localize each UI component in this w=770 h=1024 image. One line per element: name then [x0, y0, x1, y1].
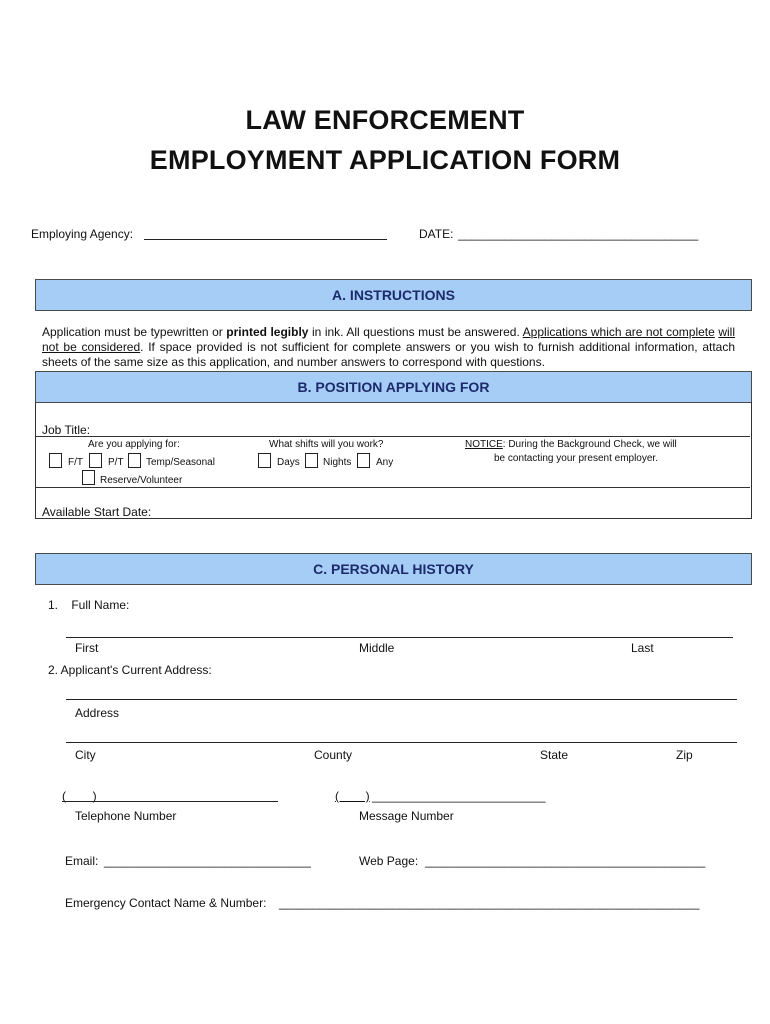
- instructions-part: in ink. All questions must be answered.: [308, 325, 523, 339]
- county-label: County: [314, 748, 353, 762]
- nights-checkbox[interactable]: [305, 453, 318, 468]
- instructions-part: . If space provided is not sufficient for complete answers or you wish to furnish additional information, attach sheets of the same size as this application, and number answers to correspond with questions.: [42, 340, 736, 369]
- city-county-state-zip-field[interactable]: [66, 742, 737, 743]
- state-label: State: [540, 748, 569, 762]
- temp-seasonal-checkbox[interactable]: [128, 453, 141, 468]
- webpage-field[interactable]: __________________________________________: [425, 854, 706, 868]
- first-name-label: First: [75, 641, 99, 655]
- address-field[interactable]: [66, 699, 737, 700]
- section-c-heading: C. PERSONAL HISTORY: [35, 553, 752, 585]
- emergency-contact-label: Emergency Contact Name & Number:: [65, 896, 267, 910]
- date-label: DATE:: [419, 227, 454, 241]
- telephone-label: Telephone Number: [75, 809, 177, 823]
- instructions-part: Application must be typewritten or: [42, 325, 227, 339]
- form-title-line2: EMPLOYMENT APPLICATION FORM: [149, 145, 621, 175]
- message-label: Message Number: [359, 809, 454, 823]
- section-b-heading: B. POSITION APPLYING FOR: [35, 371, 752, 403]
- ft-checkbox[interactable]: [49, 453, 62, 468]
- q1-full-name-label: 1. Full Name:: [48, 598, 130, 612]
- any-label: Any: [376, 457, 394, 468]
- ft-label: F/T: [68, 457, 83, 468]
- notice-line1: : During the Background Check, we will: [502, 439, 677, 450]
- q2-address-label: 2. Applicant's Current Address:: [48, 663, 212, 677]
- date-field[interactable]: ____________________________________: [458, 227, 699, 241]
- employing-agency-field[interactable]: [144, 239, 387, 240]
- full-name-field[interactable]: [66, 637, 733, 638]
- nights-label: Nights: [323, 457, 352, 468]
- form-title-line1: LAW ENFORCEMENT: [245, 105, 525, 135]
- pt-label: P/T: [108, 457, 124, 468]
- last-name-label: Last: [631, 641, 654, 655]
- any-checkbox[interactable]: [357, 453, 370, 468]
- temp-seasonal-label: Temp/Seasonal: [146, 457, 215, 468]
- instructions-underline: will not be considered: [42, 325, 735, 354]
- zip-label: Zip: [676, 748, 693, 762]
- message-paren: ( ): [335, 789, 370, 803]
- notice-text: [465, 439, 677, 450]
- job-title-label: Job Title:: [42, 423, 91, 437]
- section-b-divider: [36, 487, 750, 488]
- middle-name-label: Middle: [359, 641, 395, 655]
- emergency-contact-field[interactable]: _______________________________________________________________: [279, 896, 700, 910]
- notice-label: NOTICE: [465, 439, 503, 450]
- instructions-underline: Applications which are not complete: [522, 325, 715, 339]
- section-b-divider: [36, 436, 750, 437]
- days-label: Days: [277, 457, 300, 468]
- shifts-label: What shifts will you work?: [269, 439, 384, 450]
- applying-for-label: Are you applying for:: [88, 439, 180, 450]
- address-label: Address: [75, 706, 120, 720]
- city-label: City: [75, 748, 96, 762]
- email-field[interactable]: _______________________________: [104, 854, 311, 868]
- employing-agency-label: Employing Agency:: [31, 227, 134, 241]
- message-field[interactable]: __________________________: [372, 789, 546, 803]
- start-date-label: Available Start Date:: [42, 505, 152, 519]
- instructions-bold: printed legibly: [226, 325, 309, 339]
- days-checkbox[interactable]: [258, 453, 271, 468]
- notice-line2: be contacting your present employer.: [494, 453, 658, 464]
- email-label: Email:: [65, 854, 99, 868]
- telephone-field[interactable]: [62, 801, 278, 802]
- instructions-text: [42, 325, 735, 370]
- telephone-paren: ( ): [62, 789, 97, 803]
- webpage-label: Web Page:: [359, 854, 419, 868]
- reserve-volunteer-label: Reserve/Volunteer: [100, 475, 183, 486]
- reserve-volunteer-checkbox[interactable]: [82, 470, 95, 485]
- section-a-heading: A. INSTRUCTIONS: [35, 279, 752, 311]
- pt-checkbox[interactable]: [89, 453, 102, 468]
